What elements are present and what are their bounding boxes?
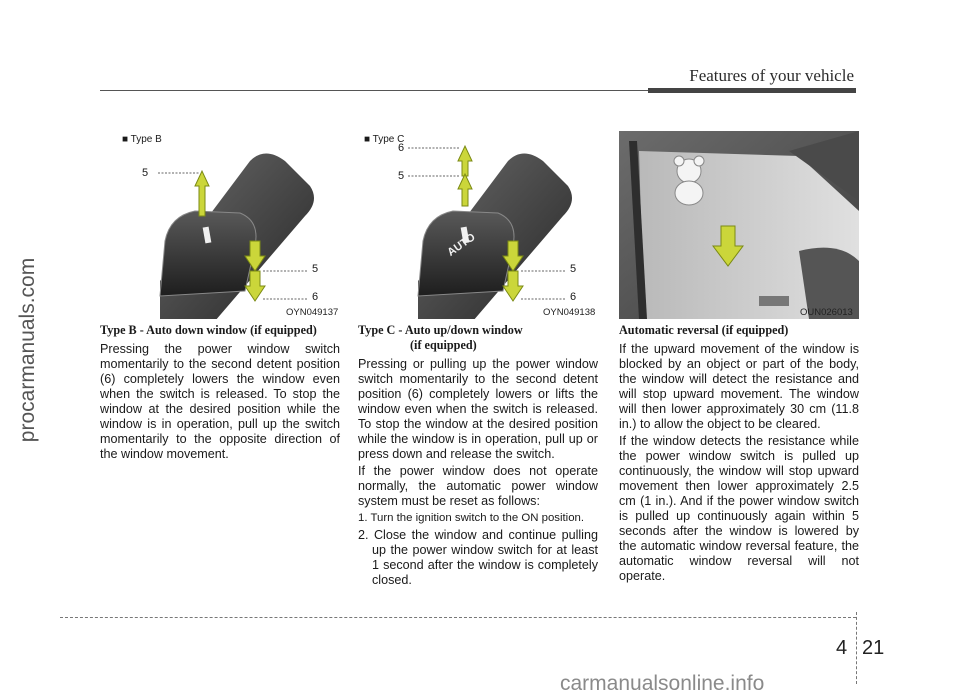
figure-type-b-label: ■ Type B — [122, 134, 162, 145]
chapter-number: 4 — [836, 637, 848, 659]
heading-type-c-line1: Type C - Auto up/down window — [358, 323, 523, 337]
column-reversal — [619, 323, 859, 586]
header-accent-bar — [648, 88, 856, 93]
column-type-b — [100, 323, 340, 464]
figure-type-b-code: OYN049137 — [286, 307, 339, 318]
heading-reversal: Automatic reversal (if equipped) — [619, 323, 789, 337]
heading-type-c-line2: (if equipped) — [410, 338, 477, 352]
paragraph-reversal-1: If the upward movement of the window is blocked by an object or part of the body, the window will detect the resistance and will stop upward movement. The window will then lower approximately 30 cm (11.8 in.) to allow the object to be cleared. — [619, 342, 859, 431]
section-title: Features of your vehicle — [689, 66, 854, 85]
footer-dashed-rule — [60, 617, 856, 618]
figure-type-c-callout-down-1: 5 — [570, 263, 577, 275]
figure-type-b — [100, 131, 340, 319]
page-number: 21 — [862, 637, 885, 659]
page-number-divider — [856, 612, 857, 684]
paragraph-type-c-2: If the power window does not operate normally, the automatic power window system must be reset as follows: — [358, 464, 598, 508]
figure-reversal — [619, 131, 859, 319]
heading-type-b: Type B - Auto down window (if equipped) — [100, 323, 317, 337]
column-type-c — [358, 323, 598, 590]
bottom-watermark: carmanualsonline.info — [560, 672, 765, 695]
figure-type-c-callout-down-2: 6 — [570, 291, 577, 303]
figure-type-c-callout-up-1: 6 — [398, 142, 405, 154]
side-watermark: procarmanuals.com — [16, 257, 39, 443]
list-item-reset-2: 2. Close the window and continue pulling up the power window switch for at least 1 second after the window is completely closed. — [358, 528, 598, 587]
figure-reversal-code: OUN026013 — [800, 307, 853, 318]
paragraph-type-c-1: Pressing or pulling up the power window switch momentarily to the second detent position (6) completely lowers or lifts the window even when the switch is released. To stop the window at the desired position while the window is in operation, pull up or press down and release the switch. — [358, 357, 598, 461]
paragraph-type-b: Pressing the power window switch momentarily to the second detent position (6) completely lowers the window even when the switch is released. To stop the window at the desired position while the window is in operation, pull up the switch momentarily to the opposite direction of the window movement. — [100, 342, 340, 461]
figure-type-b-callout-down-2: 6 — [312, 291, 319, 303]
figure-type-c-callout-up-2: 5 — [398, 170, 405, 182]
figure-type-b-callout-down-1: 5 — [312, 263, 319, 275]
figure-type-c — [358, 131, 598, 319]
paragraph-reversal-2: If the window detects the resistance while the power window switch is pulled up continuously, the window will stop upward movement then lower approximately 2.5 cm (1 in.). And if the power window switch is pulled up continuously again within 5 seconds after the window is lowered by the automatic window reversal feature, the automatic window reversal will not operate. — [619, 434, 859, 583]
figure-type-c-switch-text: AUTO — [445, 231, 478, 259]
list-item-reset-1: 1. Turn the ignition switch to the ON position. — [358, 512, 585, 524]
figure-type-b-callout-up: 5 — [142, 167, 149, 179]
figure-type-c-code: OYN049138 — [543, 307, 596, 318]
figure-type-c-label: ■ Type C — [364, 134, 405, 145]
